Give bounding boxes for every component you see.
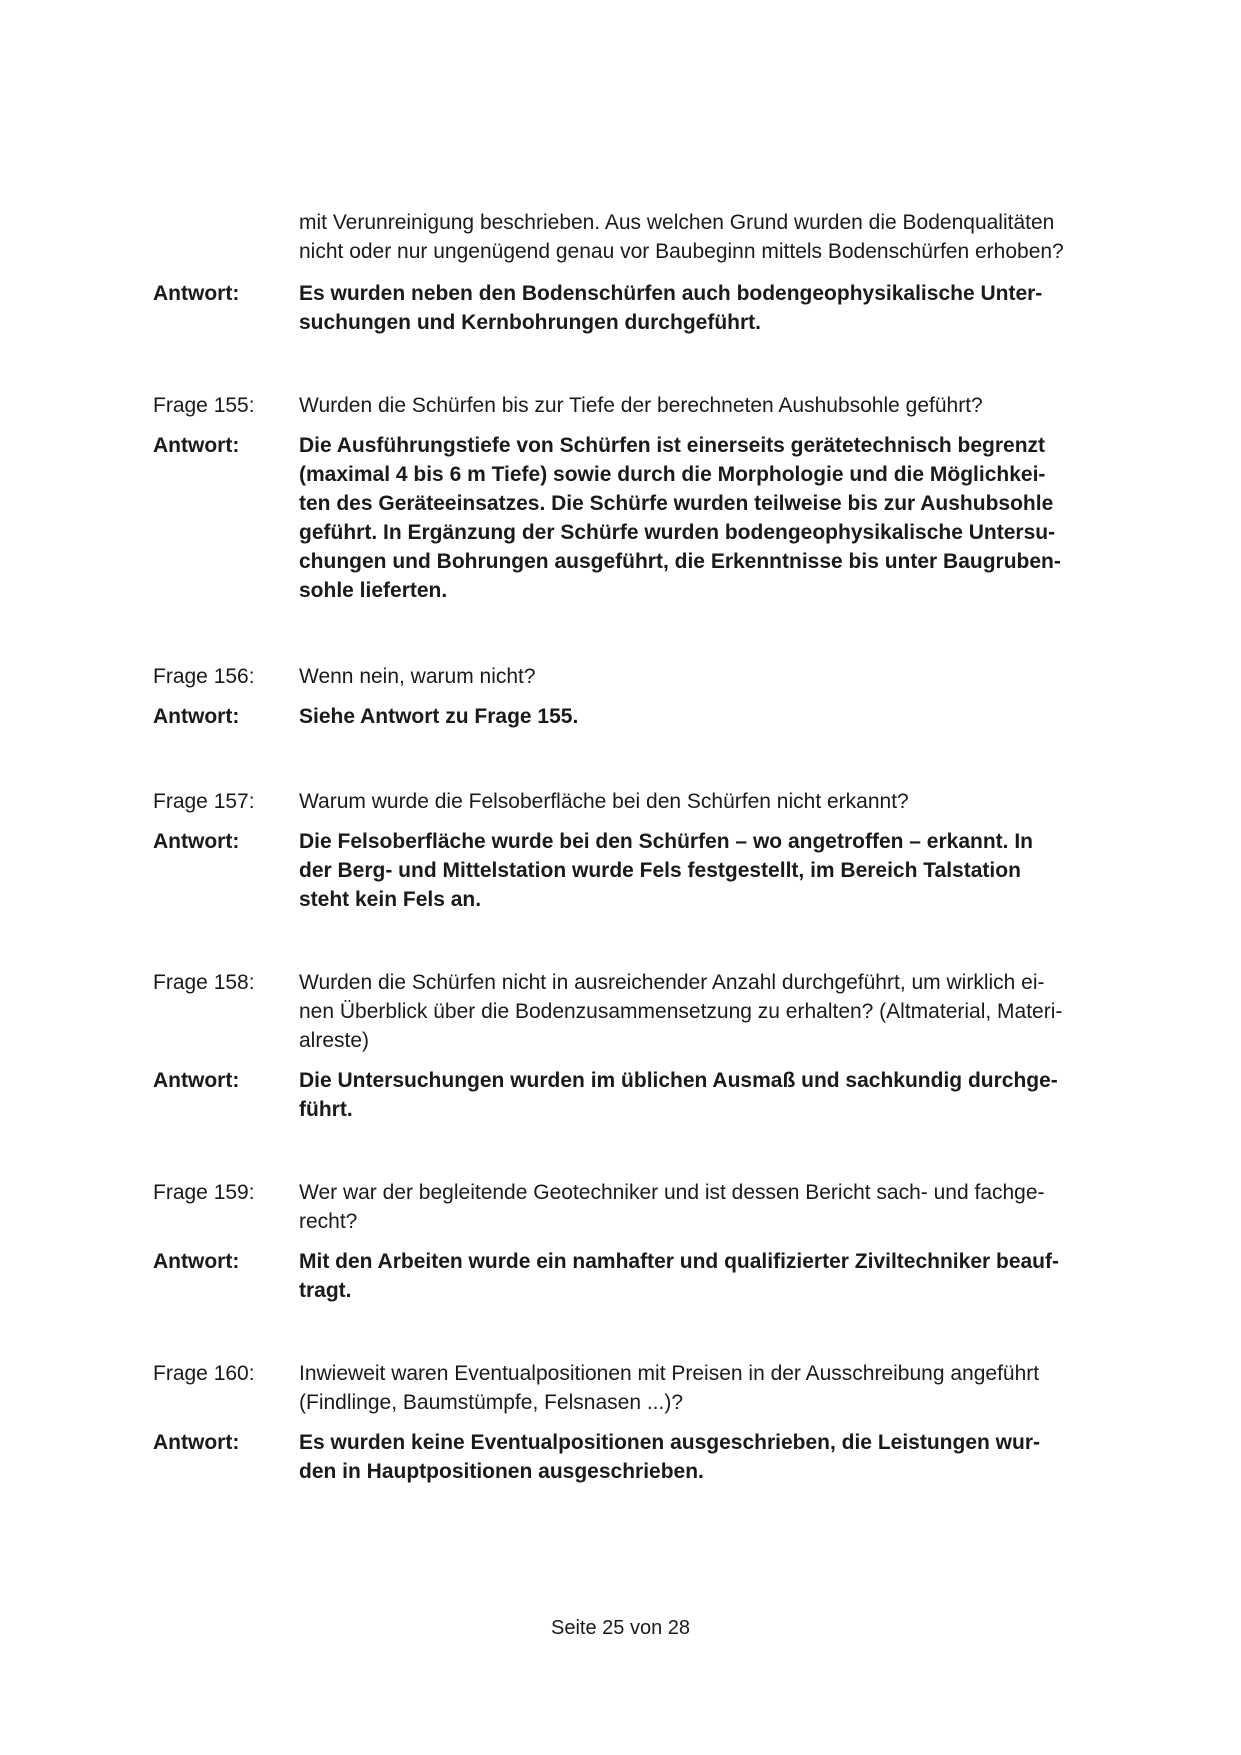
- question-text: [299, 1178, 1133, 1236]
- answer-text: [299, 279, 1133, 337]
- text-line: Es wurden keine Eventualpositionen ausgeschrieben, die Leistungen wur-: [299, 1431, 1040, 1454]
- text-line: ten des Geräteeinsatzes. Die Schürfe wurden teilweise bis zur Aushubsohle: [299, 492, 1054, 515]
- question-text: [299, 787, 1133, 816]
- text-line: Mit den Arbeiten wurde ein namhafter und qualifizierter Ziviltechniker beauf-: [299, 1250, 1059, 1273]
- page-number: Seite 25 von 28: [551, 1617, 690, 1639]
- text-line: alreste): [299, 1029, 370, 1052]
- intro-question-text: [299, 208, 1133, 266]
- text-line: Die Ausführungstiefe von Schürfen ist einerseits gerätetechnisch begrenzt: [299, 434, 1046, 457]
- text-line: (Findlinge, Baumstümpfe, Felsnasen ...)?: [299, 1391, 684, 1414]
- answer-text: [299, 431, 1133, 605]
- answer-label: Antwort:: [153, 830, 240, 853]
- text-line: führt.: [299, 1098, 353, 1121]
- question-label: Frage 160:: [153, 1362, 255, 1385]
- question-text: [299, 391, 1133, 420]
- text-line: sohle lieferten.: [299, 579, 448, 602]
- answer-label: Antwort:: [153, 282, 240, 305]
- text-line: Siehe Antwort zu Frage 155.: [299, 705, 579, 728]
- text-line: steht kein Fels an.: [299, 888, 482, 911]
- text-line: (maximal 4 bis 6 m Tiefe) sowie durch die Morphologie und die Möglichkei-: [299, 463, 1046, 486]
- text-line: mit Verunreinigung beschrieben. Aus welchen Grund wurden die Bodenqualitäten: [299, 211, 1055, 234]
- answer-text: [299, 1428, 1133, 1486]
- text-line: tragt.: [299, 1279, 352, 1302]
- text-line: Inwieweit waren Eventualpositionen mit Preisen in der Ausschreibung angeführt: [299, 1362, 1040, 1385]
- answer-text: [299, 702, 1133, 731]
- answer-text: [299, 1066, 1133, 1124]
- text-line: nen Überblick über die Bodenzusammensetzung zu erhalten? (Altmaterial, Materi-: [299, 1000, 1063, 1023]
- text-line: den in Hauptpositionen ausgeschrieben.: [299, 1460, 704, 1483]
- question-text: [299, 1359, 1133, 1417]
- answer-text: [299, 1247, 1133, 1305]
- text-line: recht?: [299, 1210, 358, 1233]
- answer-label: Antwort:: [153, 1069, 240, 1092]
- answer-label: Antwort:: [153, 1431, 240, 1454]
- text-line: Die Untersuchungen wurden im üblichen Ausmaß und sachkundig durchge-: [299, 1069, 1058, 1092]
- text-line: der Berg- und Mittelstation wurde Fels festgestellt, im Bereich Talstation: [299, 859, 1021, 882]
- question-label: Frage 156:: [153, 665, 255, 688]
- text-line: Wenn nein, warum nicht?: [299, 665, 536, 688]
- question-label: Frage 157:: [153, 790, 255, 813]
- answer-label: Antwort:: [153, 1250, 240, 1273]
- text-line: Warum wurde die Felsoberfläche bei den Schürfen nicht erkannt?: [299, 790, 909, 813]
- question-text: [299, 662, 1133, 691]
- question-label: Frage 159:: [153, 1181, 255, 1204]
- text-line: Die Felsoberfläche wurde bei den Schürfen – wo angetroffen – erkannt. In: [299, 830, 1033, 853]
- question-label: Frage 158:: [153, 971, 255, 994]
- text-line: Wurden die Schürfen nicht in ausreichender Anzahl durchgeführt, um wirklich ei-: [299, 971, 1045, 994]
- question-text: [299, 968, 1133, 1055]
- question-label: Frage 155:: [153, 394, 255, 417]
- answer-label: Antwort:: [153, 705, 240, 728]
- answer-text: [299, 827, 1133, 914]
- answer-label: Antwort:: [153, 434, 240, 457]
- text-line: Wer war der begleitende Geotechniker und ist dessen Bericht sach- und fachge-: [299, 1181, 1045, 1204]
- text-line: Es wurden neben den Bodenschürfen auch bodengeophysikalische Unter-: [299, 282, 1043, 305]
- text-line: suchungen und Kernbohrungen durchgeführt.: [299, 311, 761, 334]
- text-line: nicht oder nur ungenügend genau vor Baubeginn mittels Bodenschürfen erhoben?: [299, 240, 1064, 263]
- text-line: chungen und Bohrungen ausgeführt, die Erkenntnisse bis unter Baugruben-: [299, 550, 1061, 573]
- text-line: geführt. In Ergänzung der Schürfe wurden bodengeophysikalische Untersu-: [299, 521, 1056, 544]
- text-line: Wurden die Schürfen bis zur Tiefe der berechneten Aushubsohle geführt?: [299, 394, 983, 417]
